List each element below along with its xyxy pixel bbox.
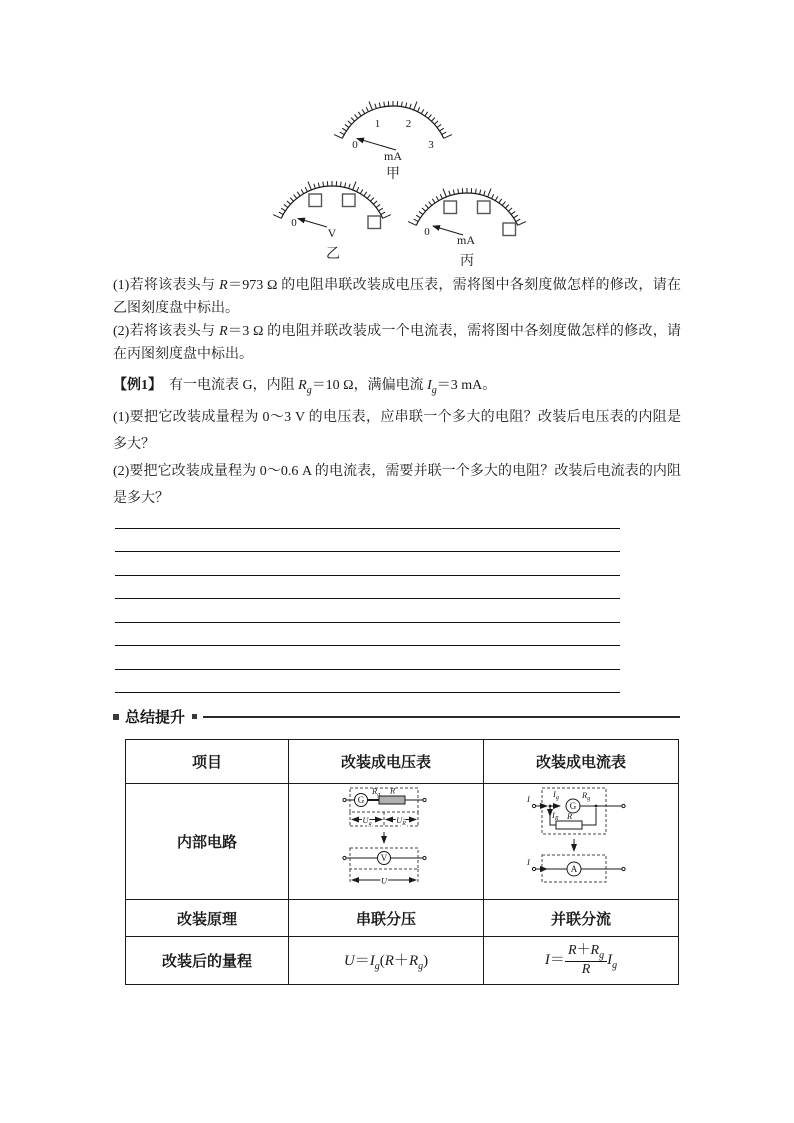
table-header-row <box>126 740 679 784</box>
meter-unit-label: mA <box>457 233 475 247</box>
table-row-internal-circuit <box>126 784 679 900</box>
terminal <box>343 798 346 801</box>
meter-name-label: 丙 <box>460 254 474 269</box>
blank-scale-box <box>478 201 491 214</box>
terminal <box>423 798 426 801</box>
svg-text:Ig: $I_g$ <box>553 789 559 801</box>
question-2: (2)若将该表头与 R＝3 Ω 的电阻并联改装成一个电流表，需将图中各刻度做怎样的修改，请在丙图刻度盘中标出。 <box>113 324 682 362</box>
answer-line <box>115 599 620 623</box>
series-resistor <box>379 796 405 804</box>
example-question-1: (1)要把它改装成量程为 0～3 V 的电压表，应串联一个多大的电阻？改装后电压表的内阻是多大？ <box>113 409 681 452</box>
heading-square-icon <box>113 714 119 720</box>
svg-text:V: V <box>380 853 388 863</box>
header-cell-ammeter: 改装成电流表 <box>484 740 679 784</box>
svg-text:I: I <box>527 857 530 867</box>
answer-line <box>115 646 620 670</box>
voltmeter-circuit-diagram <box>341 785 431 893</box>
dial-number: 2 <box>405 118 412 130</box>
terminal <box>622 804 625 807</box>
summary-heading-label: 总结提升 <box>125 709 186 726</box>
terminal <box>423 856 426 859</box>
node-dot <box>595 805 598 808</box>
header-cell-item: 项目 <box>126 740 289 784</box>
heading-square-icon <box>192 714 197 719</box>
table-row-principle <box>126 900 679 937</box>
ammeter-circuit-diagram <box>526 785 636 893</box>
answer-line <box>115 576 620 600</box>
range-formula-ammeter <box>484 937 679 985</box>
answer-line <box>115 552 620 576</box>
shunt-resistor <box>556 821 582 829</box>
svg-text:U: U <box>380 875 388 886</box>
table-row-range <box>126 937 679 985</box>
principle-ammeter: 并联分流 <box>484 900 679 937</box>
svg-text:IR: $I_R$ <box>552 810 559 822</box>
svg-text:I: I <box>527 794 530 804</box>
blank-scale-box <box>503 223 516 236</box>
question-text-block <box>113 274 681 512</box>
svg-text:Ug: $U_g$ <box>362 815 372 827</box>
meter-unit-label: mA <box>384 149 402 163</box>
dial-number: 3 <box>428 139 434 151</box>
heading-rule <box>203 716 680 718</box>
fraction-denominator: R <box>581 962 591 978</box>
terminal <box>343 856 346 859</box>
terminal <box>622 867 625 870</box>
fraction <box>565 943 607 978</box>
question-1: (1)若将该表头与 R＝973 Ω 的电阻串联改装成电压表，需将图中各刻度做怎样的修改，请在乙图刻度盘中标出。 <box>113 278 681 316</box>
svg-text:Rg: $R_g$ <box>582 790 591 802</box>
terminal <box>532 804 535 807</box>
cell-ammeter-circuit <box>484 784 679 900</box>
svg-text:Rg: $R_g$ <box>372 786 381 798</box>
meter-name-label: 乙 <box>326 247 340 262</box>
svg-text:G: G <box>569 801 577 811</box>
answer-line <box>115 529 620 553</box>
answer-line <box>115 623 620 647</box>
dial-number: 0 <box>352 139 358 151</box>
dial-arc <box>416 193 518 225</box>
formula-prefix: I＝ <box>544 951 565 968</box>
meter-name-label: 甲 <box>386 167 400 182</box>
blank-scale-box <box>444 201 457 214</box>
answer-lines <box>115 505 620 693</box>
meter-needle <box>298 219 327 228</box>
fraction-numerator: $R+R_g$ <box>565 943 607 962</box>
blank-scale-box <box>368 216 381 229</box>
blank-scale-box <box>343 194 356 207</box>
example-title: 【例1】 有一电流表 G，内阻 $R_g=10$ Ω，满偏电流 $I_g=3$ mA。 <box>113 378 497 396</box>
dial-arc <box>342 106 444 138</box>
example-question-2: (2)要把它改装成量程为 0～0.6 A 的电流表，需要并联一个多大的电阻？改装后电流表的内阻是多大？ <box>113 463 681 506</box>
svg-text:R: R <box>567 811 573 821</box>
answer-line <box>115 505 620 529</box>
range-formula-voltmeter: $U=I_g(R+R_g)$ <box>289 937 484 985</box>
row-label-range: 改装后的量程 <box>126 937 289 985</box>
svg-text:UR: $U_R$ <box>396 815 406 827</box>
meter-dial-bing <box>382 177 552 269</box>
blank-scale-box <box>309 194 322 207</box>
dial-number: 0 <box>424 226 430 238</box>
formula-suffix: $I_g$ <box>607 951 618 971</box>
principle-voltmeter: 串联分压 <box>289 900 484 937</box>
svg-text:R: R <box>390 785 396 796</box>
svg-text:A: A <box>570 864 578 874</box>
header-cell-voltmeter: 改装成电压表 <box>289 740 484 784</box>
row-label-internal-circuit: 内部电路 <box>126 784 289 900</box>
summary-table <box>125 739 679 985</box>
answer-line <box>115 670 620 694</box>
dial-number: 0 <box>291 217 297 229</box>
dial-number: 1 <box>374 118 381 130</box>
meter-dial-jia <box>308 90 478 182</box>
dial-arc <box>281 186 383 218</box>
cell-voltmeter-circuit <box>289 784 484 900</box>
meter-unit-label: V <box>327 226 337 240</box>
summary-heading <box>113 706 680 727</box>
svg-text:G: G <box>357 795 365 805</box>
row-label-principle: 改装原理 <box>126 900 289 937</box>
terminal <box>532 867 535 870</box>
